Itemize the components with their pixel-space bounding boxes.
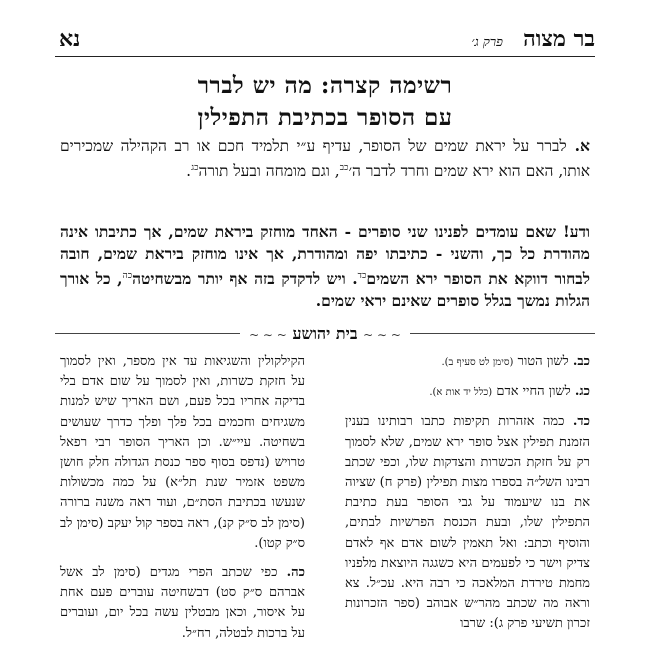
footnote-ref: כה — [122, 271, 133, 281]
note-text: לשון החיי אדם — [496, 384, 571, 400]
paragraph-b-text: ודע! שאם עומדים לפנינו שני סופרים - האחד מוחזק ביראת שמים, אך כתיבתו אינה מהודרת כל כך, והשני - כתיבתו יפה ומהודרת, אך אינו מוחזק ביראת שמים, חובה לבחור דווקא את הסופר ירא השמים — [60, 222, 590, 289]
commentary-column-left — [60, 352, 305, 653]
ornament-icon: ~ ∽ ~ — [249, 328, 287, 342]
commentary-note — [345, 352, 590, 373]
commentary-note — [60, 352, 305, 554]
note-text: כפי שכתב הפרי מגדים (סימן לב אשל אברהם ס״ק סט) דבשחיטה עוברים פעם אחת על איסור, וכאן מבטלין עשה בכל יום, ועוברים על ברכות לבטלה, רח״ל. — [60, 565, 305, 641]
note-source: (סימן לט סעיף ב). — [441, 357, 514, 368]
running-header — [55, 20, 595, 57]
footnote-ref: כד — [357, 271, 367, 281]
commentary-separator — [55, 324, 595, 344]
paragraph-a-text: לברר על יראת שמים של הסופר, עדיף ע״י תלמיד חכם או רב הקהילה שמכירים אותו, האם הוא ירא שמים וחרד לדבר ה׳ — [60, 137, 590, 181]
note-label: כד. — [572, 414, 590, 430]
page-number: נא — [59, 26, 81, 52]
commentary-column-right — [345, 352, 590, 644]
ornament-icon: ~ ∽ ~ — [363, 328, 401, 342]
paragraph-b — [60, 221, 590, 312]
note-label: כג. — [574, 384, 590, 400]
paragraph-b-text-3: , כל אורך הגלות נמשך בגלל סופרים שאינם יראי שמים. — [60, 269, 590, 311]
paragraph-a — [60, 135, 590, 182]
commentary-note — [345, 412, 590, 634]
note-source: (כלל יד אות א). — [429, 387, 493, 399]
section-title-line-2: עם הסופר בכתיבת התפילין — [197, 104, 453, 131]
paragraph-a-text-2: , וגם מומחה ובעל תורה — [198, 162, 340, 181]
section-title — [55, 70, 595, 134]
commentary-note — [60, 563, 305, 644]
commentary-title: בית יהושע — [292, 324, 358, 343]
commentary-note — [345, 382, 590, 403]
commentary-heading — [55, 324, 595, 344]
paragraph-a-label: א. — [574, 136, 590, 155]
footnote-ref: כג — [191, 163, 199, 173]
note-text: כמה אזהרות תקיפות כתבו רבותינו בענין הזמנת תפילין אצל סופר ירא שמים, שלא לסמוך רק על חזקת הכשרות והצדקות שלו, וכפי שכתב רבינו השל״ה בספרו מצות תפילין (פרק ח) שציוה את בנו שיעמוד על גבי הסופר בעת כתיבת התפילין שלו, ובעת הכנסת הפרשיות לבתים, והוסיף וכתב: ואל תאמין לשום אדם אף לאדם צדיק וישר כי לפעמים היא כשגגה היוצאת מלפניו מחמת טירדת המלאכה כי רבה היא. עכ״ל. צא וראה מה שכתב מהר״ש אבוהב (ספר הזכרונות זכרון תשיעי פרק ג): שרבו — [345, 414, 590, 632]
footnote-ref: כב — [339, 163, 349, 173]
section-title-line-1: רשימה קצרה: מה יש לברר — [197, 72, 453, 99]
note-label: כה. — [286, 565, 305, 581]
book-title: בר מצוה — [523, 26, 595, 52]
note-label: כב. — [572, 354, 590, 369]
note-text: הקילקולין והשגיאות עד אין מספר, ואין לסמוך על חזקת כשרות, ואין לסמוך על שום אדם בלי בדיקה אחריו בכל פעם, ושם האריך שיש למנות משגיחים וחכמים בכל פלך ופלך כדרך שעושים בשחיטה. עיי״ש. וכן האריך הסופר רבי רפאל טרויש (נדפס בסוף ספר כנסת הגדולה חלק חושן משפט אזמיר שנת תל״א) על כמה מכשולות שנעשו בכתיבת הסת״ם, ועוד ראה משנה ברורה (סימן לב ס״ק קנ), ראה בספר קול יעקב (סימן לב ס״ק קטו). — [60, 354, 305, 551]
note-text: לשון הטור — [517, 354, 569, 369]
paragraph-a-end: . — [186, 162, 192, 181]
paragraph-b-text-2: . ויש לדקדק בזה אף יותר מבשחיטה — [132, 269, 358, 289]
chapter-label: פרק ג׳ — [471, 35, 503, 50]
